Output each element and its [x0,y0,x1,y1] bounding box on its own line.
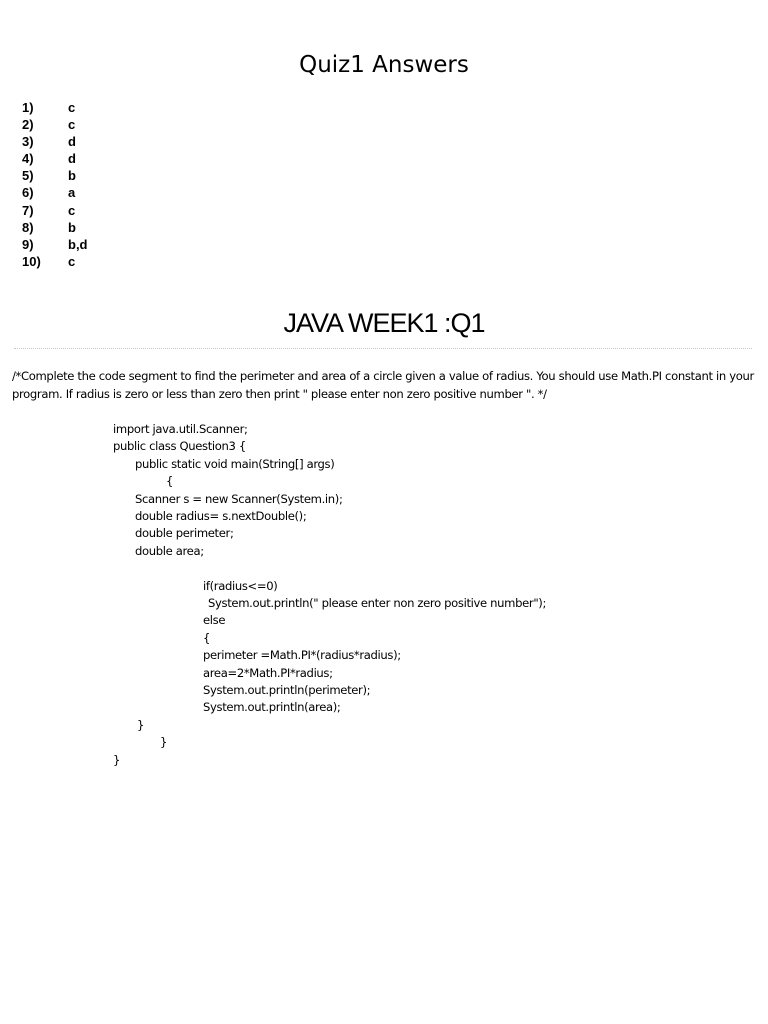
code-line: public class Question3 { [113,439,246,454]
code-line: perimeter =Math.PI*(radius*radius); [203,648,401,663]
code-line: } [137,717,145,732]
code-line: else [203,613,226,628]
section-heading: JAVA WEEK1 :Q1 [283,308,485,338]
answer-number: 7) [22,202,34,218]
answer-number: 6) [22,185,34,201]
question-description: /*Complete the code segment to find the perimeter and area of a circle given a value of radius. You should use Math.PI constant in your program. If radius is zero or less than zero then print " please enter non zero positive number ". */ [12,369,754,401]
code-line: double perimeter; [135,526,234,541]
answer-item [22,236,88,253]
answer-number: 9) [22,236,34,252]
answer-item [22,253,88,270]
code-line: { [166,474,174,489]
answer-item [22,99,88,116]
answer-value: b [68,219,76,235]
answer-value: c [68,253,76,269]
answer-number: 8) [22,219,34,235]
code-line: } [113,752,121,767]
code-line: double area; [135,543,204,558]
answer-value: c [68,117,76,133]
answer-item [22,184,88,201]
page-title: Quiz1 Answers [299,52,469,78]
code-line: System.out.println(area); [203,700,341,715]
answer-number: 2) [22,117,34,133]
answer-number: 5) [22,168,34,184]
answer-item [22,150,88,167]
answer-value: b,d [68,236,88,252]
answer-number: 10) [22,253,41,269]
answer-item [22,202,88,219]
answer-item [22,116,88,133]
answer-item [22,167,88,184]
answer-value: c [68,100,76,115]
answer-number: 3) [22,134,34,150]
answer-value: a [68,185,76,201]
answer-item [22,133,88,150]
code-line: if(radius<=0) [203,578,278,593]
code-line: double radius= s.nextDouble(); [135,509,307,523]
code-line: Scanner s = new Scanner(System.in); [135,491,343,506]
code-line: System.out.println(" please enter non zero positive number"); [208,596,547,610]
answer-list [22,99,88,270]
code-line: area=2*Math.PI*radius; [203,665,333,680]
answer-value: c [68,202,76,218]
code-line: public static void main(String[] args) [135,456,335,471]
answer-item [22,219,88,236]
code-line: } [160,735,168,750]
answer-value: d [68,151,76,167]
answer-number: 1) [22,100,34,115]
code-line: import java.util.Scanner; [113,422,248,436]
answer-value: b [68,168,76,184]
code-line: System.out.println(perimeter); [203,683,371,697]
dotted-divider [14,348,752,349]
answer-value: d [68,134,76,150]
answer-number: 4) [22,151,34,167]
code-line: { [203,630,211,645]
